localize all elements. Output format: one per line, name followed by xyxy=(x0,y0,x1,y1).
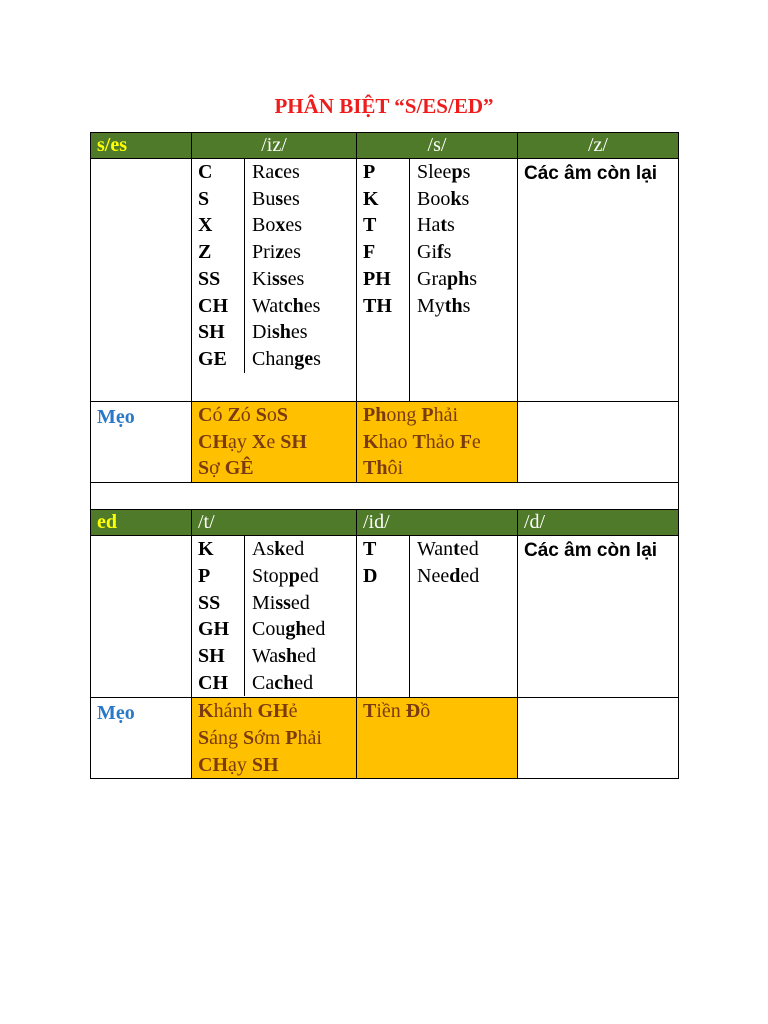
ses-body-row xyxy=(91,159,679,402)
d-cell: Các âm còn lại xyxy=(518,536,679,698)
ending-code: X xyxy=(192,212,245,239)
id-header: /id/ xyxy=(357,510,518,536)
example-word: Kisses xyxy=(252,267,305,290)
spacer-cell xyxy=(91,483,679,510)
example-word: Prizes xyxy=(252,241,301,264)
iz-tip: Có Zó SoS CHạy Xe SH Sợ GÊ xyxy=(192,402,357,483)
example-word: Buses xyxy=(252,187,300,210)
ending-code: SS xyxy=(192,590,245,617)
ending-code: T xyxy=(357,212,410,239)
list-row xyxy=(357,159,517,186)
example-word: Coughed xyxy=(252,618,326,641)
example-word: Asked xyxy=(252,538,305,561)
ses-empty-cell xyxy=(91,159,192,402)
ending-code: SH xyxy=(192,319,245,346)
list-filler xyxy=(357,590,517,698)
s-tip: Phong Phải Khao Thảo Fe Thôi xyxy=(357,402,518,483)
ending-code: F xyxy=(357,239,410,266)
id-cell xyxy=(357,536,518,698)
ending-code: S xyxy=(192,186,245,213)
ses-header-row xyxy=(91,133,679,159)
z-header: /z/ xyxy=(518,133,679,159)
example-word: Sleeps xyxy=(417,161,471,183)
example-word: Hats xyxy=(417,214,455,237)
ending-code: Z xyxy=(192,239,245,266)
list-row xyxy=(357,563,517,590)
z-tip-empty xyxy=(518,402,679,483)
ending-code: CH xyxy=(192,670,245,697)
example-word: Races xyxy=(252,161,300,183)
ending-code: GH xyxy=(192,616,245,643)
ses-tip-label: Mẹo xyxy=(91,402,192,483)
list-row xyxy=(192,590,356,617)
list-row xyxy=(192,293,356,320)
list-row xyxy=(357,186,517,213)
list-row xyxy=(192,563,356,590)
iz-header: /iz/ xyxy=(192,133,357,159)
example-word: Changes xyxy=(252,347,321,370)
ed-header-row xyxy=(91,510,679,536)
list-row xyxy=(192,212,356,239)
iz-list xyxy=(192,159,356,373)
list-row xyxy=(192,670,356,697)
ending-code: D xyxy=(357,563,410,590)
ses-tip-row xyxy=(91,402,679,483)
ending-code: T xyxy=(357,536,410,563)
t-cell xyxy=(192,536,357,698)
list-row xyxy=(192,536,356,563)
ed-header-label: ed xyxy=(91,510,192,536)
ending-code: K xyxy=(357,186,410,213)
page-title: PHÂN BIỆT “S/ES/ED” xyxy=(274,94,494,118)
example-word: Gifs xyxy=(417,241,452,264)
s-list xyxy=(357,159,517,401)
list-row xyxy=(192,346,356,373)
list-row xyxy=(192,239,356,266)
ed-tip-label: Mẹo xyxy=(91,698,192,779)
example-word: Graphs xyxy=(417,267,478,290)
list-row xyxy=(192,616,356,643)
ending-code: SS xyxy=(192,266,245,293)
id-list xyxy=(357,536,517,697)
ed-empty-cell xyxy=(91,536,192,698)
list-row xyxy=(192,159,356,186)
list-row xyxy=(357,536,517,563)
example-word: Missed xyxy=(252,591,310,614)
list-row xyxy=(192,186,356,213)
iz-cell xyxy=(192,159,357,402)
ses-header-label: s/es xyxy=(91,133,192,159)
ending-code: C xyxy=(192,159,245,186)
list-row xyxy=(357,266,517,293)
example-word: Stopped xyxy=(252,564,319,587)
z-cell: Các âm còn lại xyxy=(518,159,679,402)
list-row xyxy=(357,293,517,320)
id-tip: Tiền Đồ xyxy=(357,698,518,779)
ending-code: GE xyxy=(192,346,245,373)
d-tip-empty xyxy=(518,698,679,779)
example-word: Needed xyxy=(417,564,480,587)
example-word: Cached xyxy=(252,671,314,694)
ending-code: K xyxy=(192,536,245,563)
t-tip: Khánh GHẻ Sáng Sớm Phải CHạy SH xyxy=(192,698,357,779)
ending-code: P xyxy=(357,159,410,186)
t-header: /t/ xyxy=(192,510,357,536)
spacer-row xyxy=(91,483,679,510)
list-row xyxy=(357,212,517,239)
example-word: Myths xyxy=(417,294,471,317)
example-word: Boxes xyxy=(252,214,303,237)
example-word: Dishes xyxy=(252,321,308,344)
s-cell xyxy=(357,159,518,402)
ending-code: PH xyxy=(357,266,410,293)
ed-tip-row xyxy=(91,698,679,779)
t-list xyxy=(192,536,356,696)
list-row xyxy=(357,239,517,266)
example-word: Wanted xyxy=(417,538,479,561)
list-row xyxy=(192,643,356,670)
list-row xyxy=(192,266,356,293)
s-header: /s/ xyxy=(357,133,518,159)
ending-code: SH xyxy=(192,643,245,670)
list-row xyxy=(192,319,356,346)
d-header: /d/ xyxy=(518,510,679,536)
example-word: Books xyxy=(417,187,470,210)
example-word: Watches xyxy=(252,294,321,317)
example-word: Washed xyxy=(252,644,316,667)
list-filler xyxy=(357,319,517,401)
ending-code: CH xyxy=(192,293,245,320)
ending-code: TH xyxy=(357,293,410,320)
ed-body-row xyxy=(91,536,679,698)
ending-code: P xyxy=(192,563,245,590)
rules-table xyxy=(90,132,679,779)
